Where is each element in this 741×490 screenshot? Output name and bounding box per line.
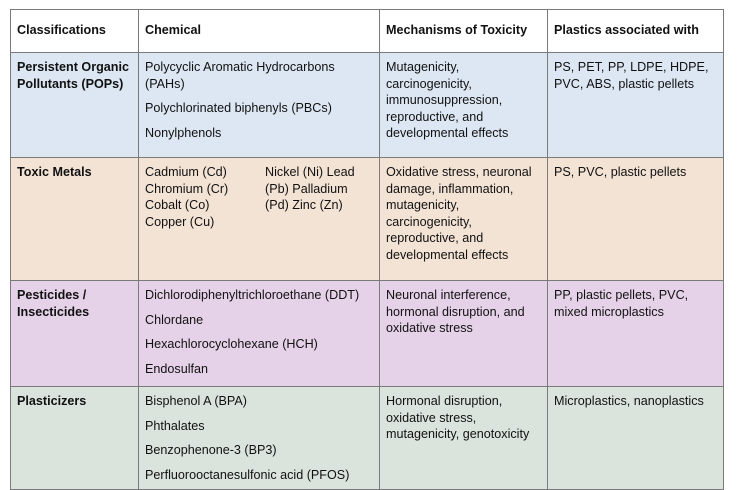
chemical-item: Nonylphenols — [145, 125, 222, 140]
chemical-cell — [139, 158, 380, 281]
plastics-cell: PS, PET, PP, LDPE, HDPE, PVC, ABS, plastic pellets — [548, 53, 724, 158]
metals-column-1 — [145, 164, 263, 230]
mechanisms-cell: Neuronal interference, hormonal disruption, and oxidative stress — [380, 281, 548, 387]
table-row-pops — [11, 53, 724, 158]
chemical-cell — [139, 387, 380, 490]
chemical-item: Chromium (Cr) — [145, 181, 229, 196]
classification-cell: Plasticizers — [11, 387, 139, 490]
plastics-cell: PS, PVC, plastic pellets — [548, 158, 724, 281]
chemical-item: Cadmium (Cd) — [145, 165, 227, 179]
chemical-item: Copper (Cu) — [145, 214, 215, 229]
header-mechanisms: Mechanisms of Toxicity — [380, 10, 548, 53]
chemical-item: Endosulfan — [145, 361, 209, 376]
table-row-toxic-metals — [11, 158, 724, 281]
header-classifications: Classifications — [11, 10, 139, 53]
header-chemical: Chemical — [139, 10, 380, 53]
plastics-cell: Microplastics, nanoplastics — [548, 387, 724, 490]
table-row-pesticides — [11, 281, 724, 387]
chemical-item: Perfluorooctanesulfonic acid (PFOS) — [145, 467, 350, 482]
header-plastics: Plastics associated with — [548, 10, 724, 53]
table-row-plasticizers — [11, 387, 724, 490]
chemical-item: Hexachlorocyclohexane (HCH) — [145, 337, 318, 352]
mechanisms-cell: Hormonal disruption, oxidative stress, mutagenicity, genotoxicity — [380, 387, 548, 490]
chemical-cell — [139, 281, 380, 387]
classification-cell: Toxic Metals — [11, 158, 139, 281]
classification-cell: Pesticides / Insecticides — [11, 281, 139, 387]
metals-column-2: Nickel (Ni) Lead (Pb) Palladium (Pd) Zinc (Zn) — [265, 165, 355, 213]
mechanisms-cell: Mutagenicity, carcinogenicity, immunosuppression, reproductive, and developmental effects — [380, 53, 548, 158]
chemical-item: Phthalates — [145, 418, 205, 433]
metals-list — [145, 164, 373, 230]
chemical-cell — [139, 53, 380, 158]
classification-cell: Persistent Organic Pollutants (POPs) — [11, 53, 139, 158]
chemical-item: Benzophenone-3 (BP3) — [145, 443, 277, 458]
chemical-item: Chlordane — [145, 312, 204, 327]
mechanisms-cell: Oxidative stress, neuronal damage, inflammation, mutagenicity, carcinogenicity, reproductive, and developmental effects — [380, 158, 548, 281]
toxicity-table — [10, 9, 724, 490]
header-row — [11, 10, 724, 53]
chemical-item: Dichlorodiphenyltrichloroethane (DDT) — [145, 288, 360, 302]
chemical-item: Polycyclic Aromatic Hydrocarbons (PAHs) — [145, 60, 335, 91]
chemical-item: Cobalt (Co) — [145, 198, 210, 213]
chemical-item: Polychlorinated biphenyls (PBCs) — [145, 101, 332, 116]
chemical-item: Bisphenol A (BPA) — [145, 394, 247, 408]
plastics-cell: PP, plastic pellets, PVC, mixed microplastics — [548, 281, 724, 387]
